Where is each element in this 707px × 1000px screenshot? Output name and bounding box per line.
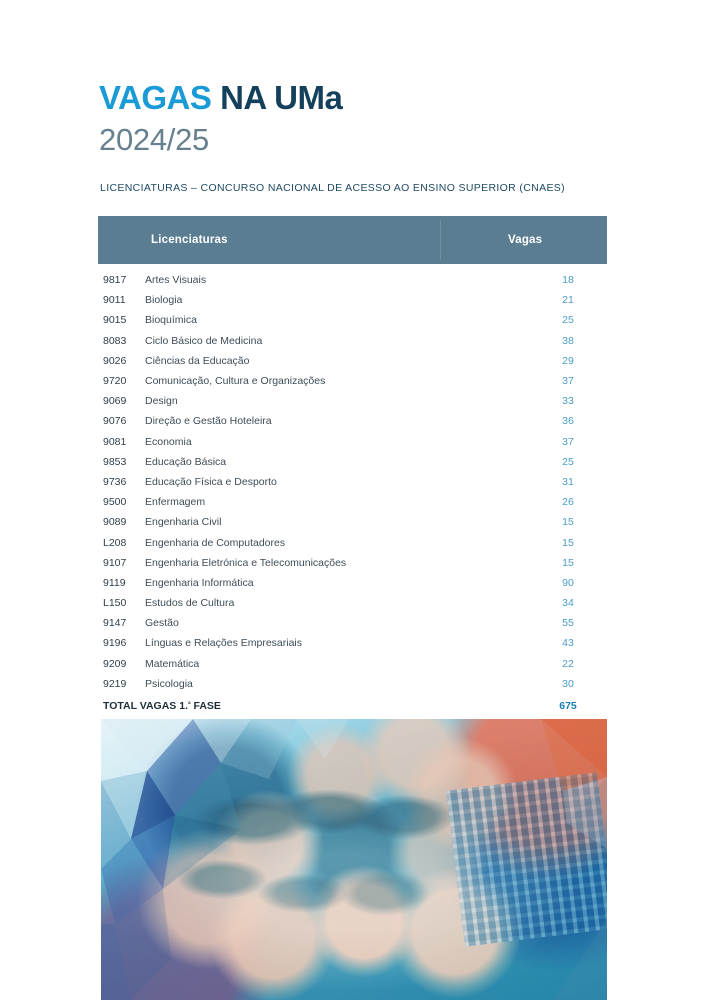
row-name: Biologia	[145, 294, 183, 307]
table-row	[98, 290, 607, 310]
row-name: Estudos de Cultura	[145, 597, 235, 610]
row-name: Design	[145, 395, 178, 408]
row-code: 9026	[103, 354, 127, 367]
row-code: 9736	[103, 475, 127, 488]
table-row	[98, 371, 607, 391]
table-row	[98, 613, 607, 633]
page-title-highlight: VAGAS	[99, 79, 212, 116]
row-vagas: 43	[562, 637, 574, 650]
row-code: 9015	[103, 314, 127, 327]
table-row	[98, 593, 607, 613]
row-code: 9219	[103, 677, 127, 690]
row-name: Economia	[145, 435, 192, 448]
row-code: 9089	[103, 516, 127, 529]
row-vagas: 55	[562, 617, 574, 630]
students-photo	[101, 719, 607, 1000]
row-vagas: 30	[562, 677, 574, 690]
table-row	[98, 432, 607, 452]
row-vagas: 21	[562, 294, 574, 307]
row-vagas: 33	[562, 395, 574, 408]
table-body	[98, 264, 607, 717]
row-name: Engenharia Eletrónica e Telecomunicações	[145, 556, 347, 569]
table-row	[98, 472, 607, 492]
table-row	[98, 411, 607, 431]
table-row	[98, 492, 607, 512]
table-row	[98, 391, 607, 411]
row-code: 9147	[103, 617, 127, 630]
row-name: Direção e Gestão Hoteleira	[145, 415, 272, 428]
row-vagas: 29	[562, 354, 574, 367]
total-vagas-value: 675	[559, 699, 577, 712]
row-code: 9209	[103, 657, 127, 670]
row-code: L150	[103, 597, 127, 610]
row-code: 9119	[103, 576, 126, 589]
table-row	[98, 270, 607, 290]
table-row	[98, 532, 607, 552]
row-vagas: 37	[562, 375, 574, 388]
table-row	[98, 512, 607, 532]
row-vagas: 15	[562, 536, 574, 549]
page-title-rest: NA UMa	[211, 79, 343, 116]
row-vagas: 31	[562, 475, 574, 488]
page-title-year: 2024/25	[99, 122, 209, 157]
vagas-table	[98, 216, 607, 717]
total-label-before: TOTAL VAGAS 1.	[103, 699, 188, 712]
row-vagas: 38	[562, 334, 574, 347]
table-row	[98, 654, 607, 674]
row-name: Bioquímica	[145, 314, 197, 327]
row-vagas: 37	[562, 435, 574, 448]
row-vagas: 36	[562, 415, 574, 428]
table-row	[98, 452, 607, 472]
row-name: Engenharia de Computadores	[145, 536, 286, 549]
total-label-ordinal: ª	[187, 701, 191, 709]
column-header-vagas: Vagas	[508, 234, 543, 246]
row-vagas: 25	[562, 455, 574, 468]
row-code: 8083	[103, 334, 127, 347]
row-vagas: 25	[562, 314, 574, 327]
row-code: 9720	[103, 375, 127, 388]
row-name: Artes Visuais	[145, 274, 207, 287]
photo-polygon-overlay	[101, 719, 607, 1000]
table-row	[98, 310, 607, 330]
row-name: Gestão	[145, 617, 179, 630]
column-header-licenciaturas: Licenciaturas	[151, 234, 228, 246]
row-vagas: 15	[562, 556, 574, 569]
row-code: L208	[103, 536, 127, 549]
row-vagas: 15	[562, 516, 574, 529]
total-label-after: FASE	[190, 699, 221, 712]
row-name: Engenharia Civil	[145, 516, 222, 529]
page-title	[99, 78, 619, 118]
table-header-row	[98, 216, 607, 264]
row-name: Ciclo Básico de Medicina	[145, 334, 263, 347]
row-code: 9081	[103, 435, 127, 448]
row-vagas: 18	[562, 274, 574, 287]
row-name: Línguas e Relações Empresariais	[145, 637, 302, 650]
table-total-row	[98, 695, 607, 717]
row-name: Matemática	[145, 657, 200, 670]
row-code: 9011	[103, 294, 126, 307]
row-code: 9817	[103, 274, 127, 287]
row-name: Ciências da Educação	[145, 354, 250, 367]
page-title-block	[99, 78, 619, 160]
row-name: Educação Física e Desporto	[145, 475, 277, 488]
table-row	[98, 331, 607, 351]
row-code: 9196	[103, 637, 127, 650]
row-code: 9076	[103, 415, 127, 428]
row-code: 9069	[103, 395, 127, 408]
row-code: 9107	[103, 556, 127, 569]
row-vagas: 22	[562, 657, 574, 670]
row-code: 9500	[103, 496, 127, 509]
total-label	[98, 700, 529, 712]
row-name: Psicologia	[145, 677, 193, 690]
row-name: Comunicação, Cultura e Organizações	[145, 375, 326, 388]
row-vagas: 26	[562, 496, 574, 509]
row-code: 9853	[103, 455, 127, 468]
table-row	[98, 553, 607, 573]
table-row	[98, 674, 607, 694]
row-name: Educação Básica	[145, 455, 227, 468]
table-row	[98, 633, 607, 653]
table-row	[98, 573, 607, 593]
table-row	[98, 351, 607, 371]
page-subtitle: LICENCIATURAS – CONCURSO NACIONAL DE ACESSO AO ENSINO SUPERIOR (CNAES)	[100, 182, 566, 194]
row-vagas: 34	[562, 597, 574, 610]
row-name: Engenharia Informática	[145, 576, 254, 589]
row-name: Enfermagem	[145, 496, 206, 509]
row-vagas: 90	[562, 576, 574, 589]
